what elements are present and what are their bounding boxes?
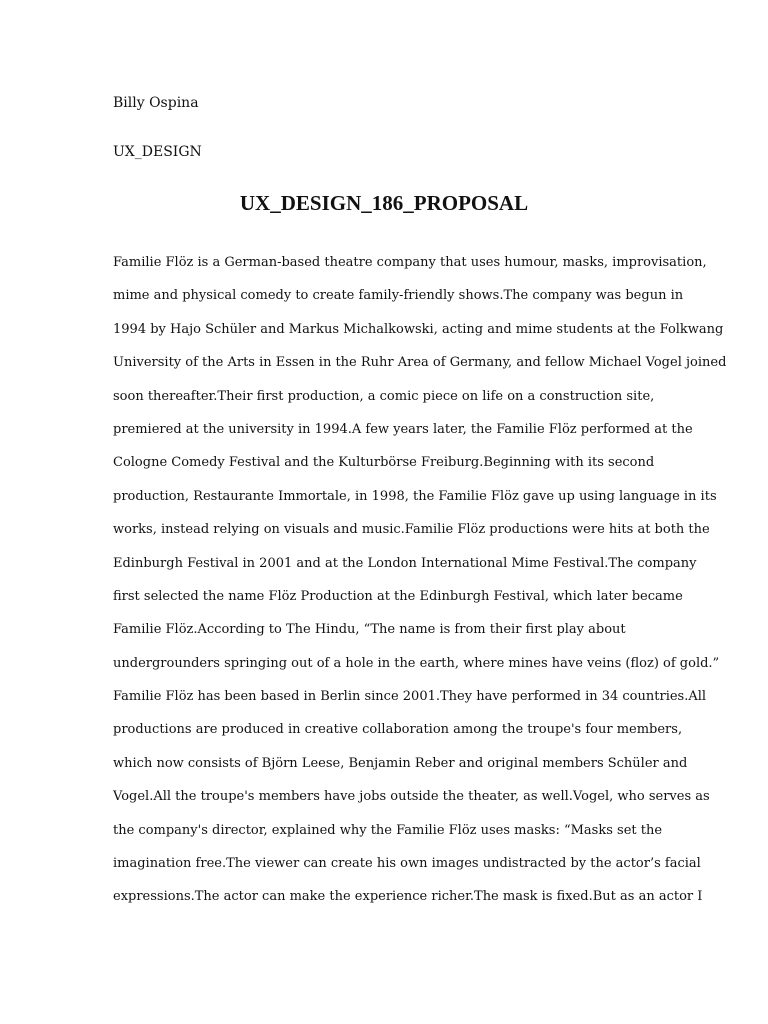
- body-line: the company's director, explained why the Familie Flöz uses masks: “Masks set the: [113, 822, 663, 838]
- document-title: UX_DESIGN_186_PROPOSAL: [239, 191, 529, 215]
- body-line: University of the Arts in Essen in the Ruhr Area of Germany, and fellow Michael Vogel joined: [113, 355, 727, 371]
- body-line: Cologne Comedy Festival and the Kulturbörse Freiburg.Beginning with its second: [113, 455, 655, 471]
- body-line: imagination free.The viewer can create his own images undistracted by the actor’s facial: [113, 856, 701, 872]
- body-line: which now consists of Björn Leese, Benjamin Reber and original members Schüler and: [113, 755, 688, 771]
- body-line: undergrounders springing out of a hole in the earth, where mines have veins (floz) of gold.”: [113, 655, 720, 671]
- body-line: Familie Flöz.According to The Hindu, “The name is from their first play about: [113, 622, 626, 638]
- body-line: Edinburgh Festival in 2001 and at the London International Mime Festival.The company: [113, 555, 697, 571]
- body-line: Familie Flöz has been based in Berlin since 2001.They have performed in 34 countries.All: [113, 689, 707, 705]
- body-line: works, instead relying on visuals and music.Familie Flöz productions were hits at both the: [113, 522, 710, 538]
- body-line: productions are produced in creative collaboration among the troupe's four members,: [113, 722, 683, 738]
- body-line: premiered at the university in 1994.A few years later, the Familie Flöz performed at the: [113, 421, 693, 437]
- author-name: Billy Ospina: [113, 95, 199, 111]
- body-line: soon thereafter.Their first production, a comic piece on life on a construction site,: [113, 388, 655, 404]
- body-line: expressions.The actor can make the experience richer.The mask is fixed.But as an actor I: [113, 889, 703, 905]
- body-line: mime and physical comedy to create family-friendly shows.The company was begun in: [113, 288, 684, 304]
- body-line: 1994 by Hajo Schüler and Markus Michalkowski, acting and mime students at the Folkwang: [113, 321, 724, 337]
- body-line: Familie Flöz is a German-based theatre company that uses humour, masks, improvisation,: [113, 255, 707, 270]
- body-line: production, Restaurante Immortale, in 1998, the Familie Flöz gave up using language in its: [113, 488, 717, 504]
- body-text: [113, 254, 727, 922]
- course-name: UX_DESIGN: [113, 144, 202, 160]
- body-line: Vogel.All the troupe's members have jobs outside the theater, as well.Vogel, who serves as: [113, 789, 710, 805]
- body-line: first selected the name Flöz Production at the Edinburgh Festival, which later became: [113, 588, 683, 604]
